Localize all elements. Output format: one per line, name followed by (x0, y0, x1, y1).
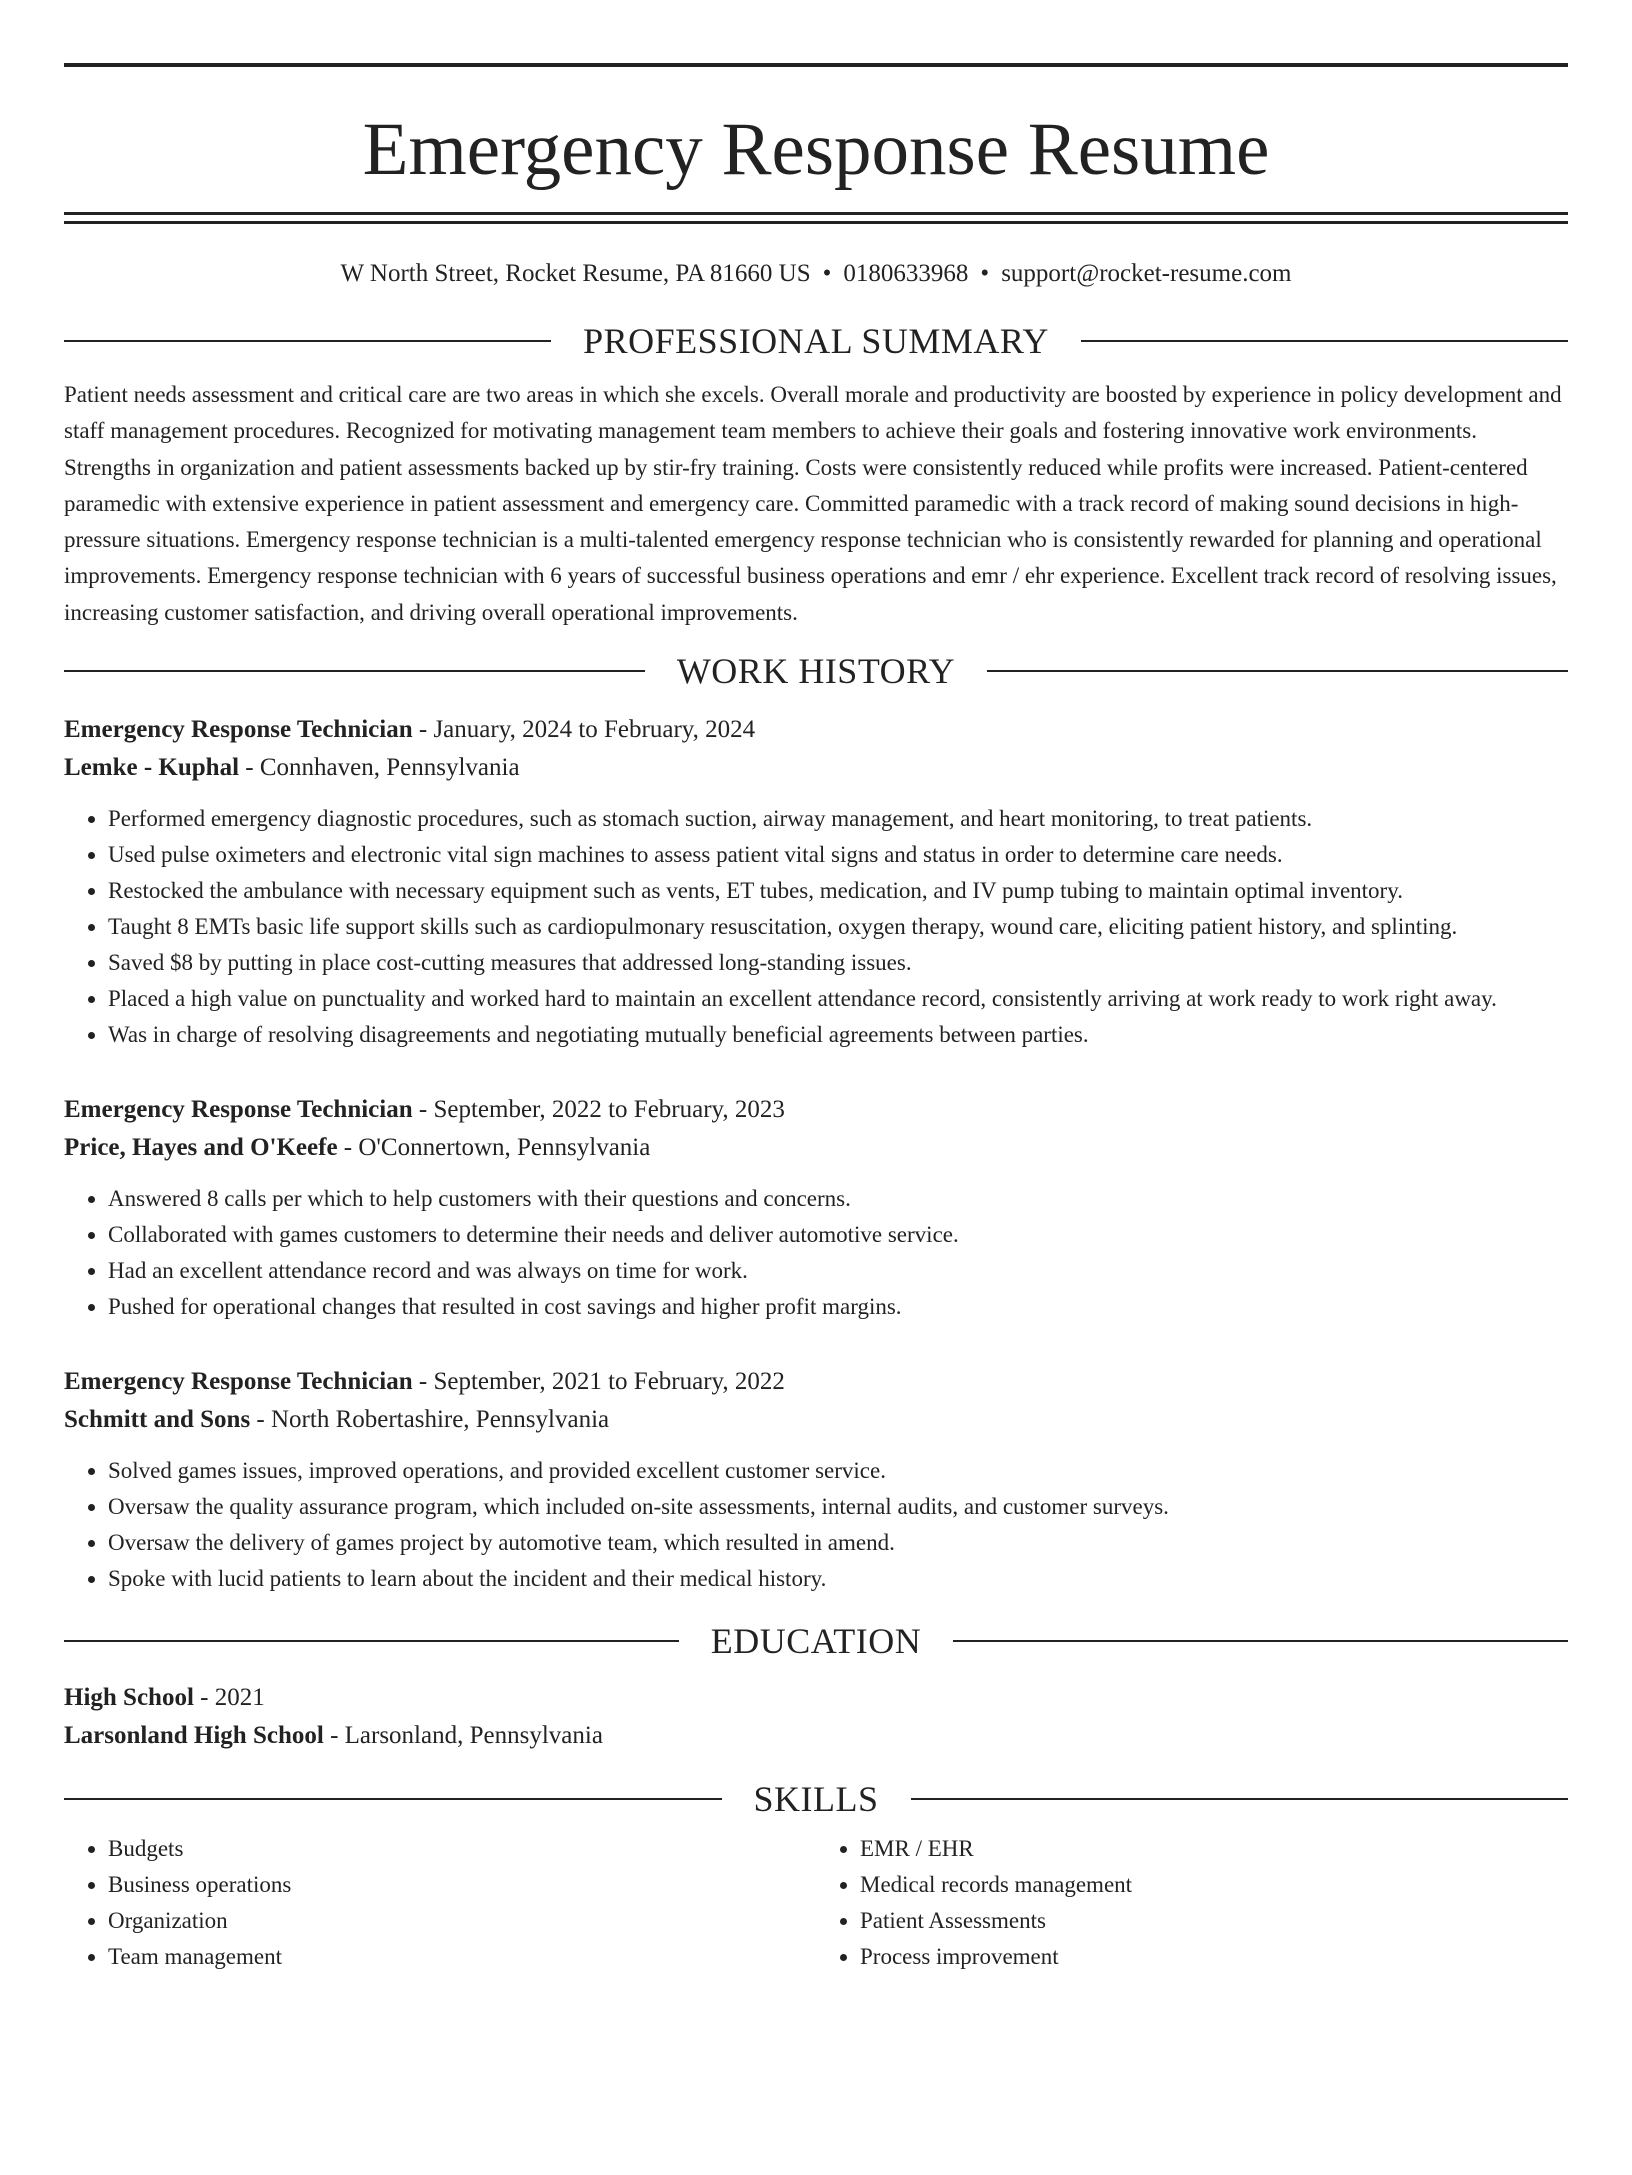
list-item: • Oversaw the delivery of games project by automotive team, which resulted in amend. (108, 1525, 1568, 1561)
job-role: Emergency Response Technician (64, 716, 413, 744)
education-year: - 2021 (193, 1684, 265, 1712)
list-item: • Oversaw the quality assurance program, which included on-site assessments, internal audits, and customer surveys. (108, 1489, 1568, 1525)
job-company-line (64, 749, 1568, 787)
education-degree: High School (64, 1684, 194, 1712)
skills-column-right (816, 1831, 1568, 1975)
list-item: • Patient Assessments (860, 1903, 1568, 1939)
list-item: • Was in charge of resolving disagreements and negotiating mutually beneficial agreements between parties. (108, 1017, 1568, 1053)
education-entry (64, 1679, 1568, 1755)
job-role: Emergency Response Technician (64, 1368, 413, 1396)
education-location: - Larsonland, Pennsylvania (323, 1722, 603, 1750)
heading-rule-left (64, 340, 551, 342)
job-role-line (64, 1363, 1568, 1401)
job-role-line (64, 711, 1568, 749)
education-degree-line (64, 1679, 1568, 1717)
list-item: • Business operations (108, 1867, 816, 1903)
education-school-line (64, 1717, 1568, 1755)
list-item: • Team management (108, 1939, 816, 1975)
list-item: • Solved games issues, improved operations, and provided excellent customer service. (108, 1453, 1568, 1489)
section-heading-skills (64, 1777, 1568, 1821)
job-company: Price, Hayes and O'Keefe (64, 1134, 338, 1162)
list-item: • Answered 8 calls per which to help customers with their questions and concerns. (108, 1181, 1568, 1217)
list-item: • Saved $8 by putting in place cost-cutting measures that addressed long-standing issues. (108, 945, 1568, 981)
heading-rule-left (64, 1640, 679, 1642)
list-item: • Placed a high value on punctuality and worked hard to maintain an excellent attendance record, consistently arriving at work ready to work right away. (108, 981, 1568, 1017)
list-item: • Organization (108, 1903, 816, 1939)
job-location: - North Robertashire, Pennsylvania (250, 1406, 610, 1434)
list-item: • Budgets (108, 1831, 816, 1867)
job-company-line (64, 1401, 1568, 1439)
education-school: Larsonland High School (64, 1722, 324, 1750)
list-item: • Performed emergency diagnostic procedures, such as stomach suction, airway management, and heart monitoring, to treat patients. (108, 801, 1568, 837)
list-item: • Taught 8 EMTs basic life support skills such as cardiopulmonary resuscitation, oxygen therapy, wound care, eliciting patient history, and splinting. (108, 909, 1568, 945)
section-title: PROFESSIONAL SUMMARY (583, 321, 1049, 361)
heading-rule-right (987, 670, 1568, 672)
skills-column-left (64, 1831, 816, 1975)
list-item: • Collaborated with games customers to determine their needs and deliver automotive service. (108, 1217, 1568, 1253)
list-item: • Medical records management (860, 1867, 1568, 1903)
job-dates: - September, 2022 to February, 2023 (412, 1096, 785, 1124)
job-entry (64, 1091, 1568, 1325)
job-role-line (64, 1091, 1568, 1129)
job-bullets (64, 801, 1568, 1053)
heading-rule-right (911, 1798, 1569, 1800)
list-item: • EMR / EHR (860, 1831, 1568, 1867)
job-dates: - January, 2024 to February, 2024 (412, 716, 756, 744)
job-bullets (64, 1181, 1568, 1325)
contact-separator: • (822, 260, 832, 287)
job-entry (64, 1363, 1568, 1597)
section-heading-summary (64, 319, 1568, 363)
job-company: Lemke - Kuphal (64, 754, 240, 782)
job-entry (64, 711, 1568, 1053)
job-company: Schmitt and Sons (64, 1406, 251, 1434)
list-item: • Used pulse oximeters and electronic vital sign machines to assess patient vital signs and status in order to determine care needs. (108, 837, 1568, 873)
section-heading-education (64, 1619, 1568, 1663)
job-location: - Connhaven, Pennsylvania (239, 754, 520, 782)
heading-rule-right (953, 1640, 1568, 1642)
contact-address: W North Street, Rocket Resume, PA 81660 US (340, 260, 811, 287)
job-role: Emergency Response Technician (64, 1096, 413, 1124)
section-title: SKILLS (753, 1779, 879, 1820)
list-item: • Restocked the ambulance with necessary equipment such as vents, ET tubes, medication, and IV pump tubing to maintain optimal inventory. (108, 873, 1568, 909)
heading-rule-right (1081, 340, 1568, 342)
summary-text: Patient needs assessment and critical care are two areas in which she excels. Overall morale and productivity are boosted by experience in policy development and staff management procedures. Recognized for motivating management team members to achieve their goals and fostering innovative work environments. Strengths in organization and patient assessments backed up by stir-fry training. Costs were consistently reduced while profits were increased. Patient-centered paramedic with extensive experience in patient assessment and emergency care. Committed paramedic with a track record of making sound decisions in high-pressure situations. Emergency response technician is a multi-talented emergency response technician who is consistently rewarded for planning and operational improvements. Emergency response technician with 6 years of successful business operations and emr / ehr experience. Excellent track record of resolving issues, increasing customer satisfaction, and driving overall operational improvements. (64, 382, 1562, 625)
list-item: • Pushed for operational changes that resulted in cost savings and higher profit margins. (108, 1289, 1568, 1325)
section-title: WORK HISTORY (676, 651, 956, 692)
list-item: • Process improvement (860, 1939, 1568, 1975)
section-title: EDUCATION (710, 1621, 922, 1662)
resume-page (0, 63, 1632, 2175)
heading-rule-left (64, 1798, 722, 1800)
job-location: - O'Connertown, Pennsylvania (337, 1134, 651, 1162)
resume-title: Emergency Response Resume (362, 108, 1270, 191)
double-rule (64, 212, 1568, 224)
list-item: • Spoke with lucid patients to learn about the incident and their medical history. (108, 1561, 1568, 1597)
skills-list (64, 1831, 1568, 1975)
job-dates: - September, 2021 to February, 2022 (412, 1368, 785, 1396)
heading-rule-left (64, 670, 645, 672)
contact-email: support@rocket-resume.com (1001, 260, 1292, 287)
contact-phone: 0180633968 (843, 260, 969, 287)
contact-separator: • (980, 260, 990, 287)
list-item: • Had an excellent attendance record and was always on time for work. (108, 1253, 1568, 1289)
contact-line (64, 257, 1568, 291)
section-heading-work (64, 649, 1568, 693)
job-bullets (64, 1453, 1568, 1597)
job-company-line (64, 1129, 1568, 1167)
